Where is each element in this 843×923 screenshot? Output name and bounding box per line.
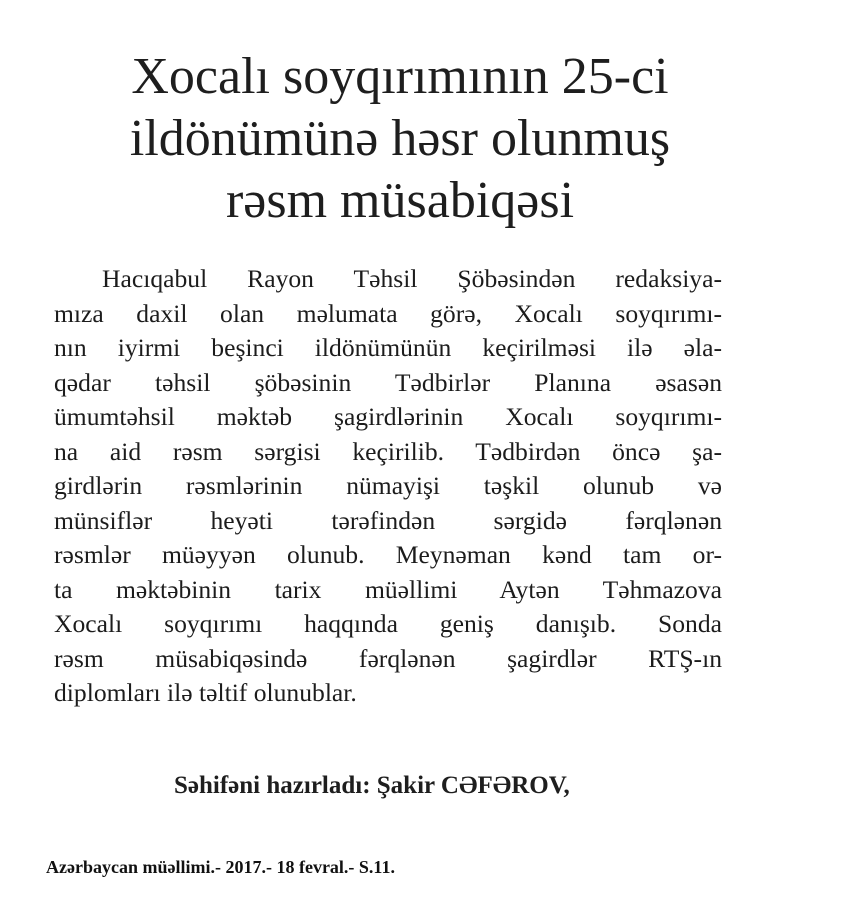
article-body-line: münsiflər heyəti tərəfindən sərgidə fərqlənən [54,505,722,535]
article-body-line: rəsm müsabiqəsində fərqlənən şagirdlər RTŞ-ın [54,643,722,673]
article-title-line: Xocalı soyqırımının 25-ci [131,48,669,105]
article-body-line: qədar təhsil şöbəsinin Tədbirlər Planına əsasən [54,367,722,397]
article-body-line: rəsmlər müəyyən olunub. Meynəman kənd tam or- [54,540,722,569]
article-body-line: ümumtəhsil məktəb şagirdlərinin Xocalı soyqırımı- [54,402,722,431]
article-title-line: rəsm müsabiqəsi [225,172,575,229]
source-citation: Azərbaycan müəllimi.- 2017.- 18 fevral.- S.11. [46,857,395,877]
article-title-line: ildönümünə həsr olunmuş [129,110,671,167]
article-body-line: diplomları ilə təltif olunublar. [54,678,357,707]
article-body-line: na aid rəsm sərgisi keçirilib. Tədbirdən öncə şa- [54,436,722,466]
article-body-line: Hacıqabul Rayon Təhsil Şöbəsindən redaksiya- [102,264,722,293]
article-body-line: ta məktəbinin tarix müəllimi Aytən Təhmazova [54,574,722,604]
article-title [40,46,760,232]
article-body [54,262,722,711]
article-body-line: Xocalı soyqırımı haqqında geniş danışıb. Sonda [54,609,722,638]
article-body-line: nın iyirmi beşinci ildönümünün keçirilməsi ilə əla- [54,333,722,362]
article-byline: Səhifəni hazırladı: Şakir CƏFƏROV, [174,772,570,799]
article-body-line: mıza daxil olan məlumata görə, Xocalı soyqırımı- [54,298,722,328]
article-body-line: girdlərin rəsmlərinin nümayişi təşkil olunub və [54,471,722,500]
